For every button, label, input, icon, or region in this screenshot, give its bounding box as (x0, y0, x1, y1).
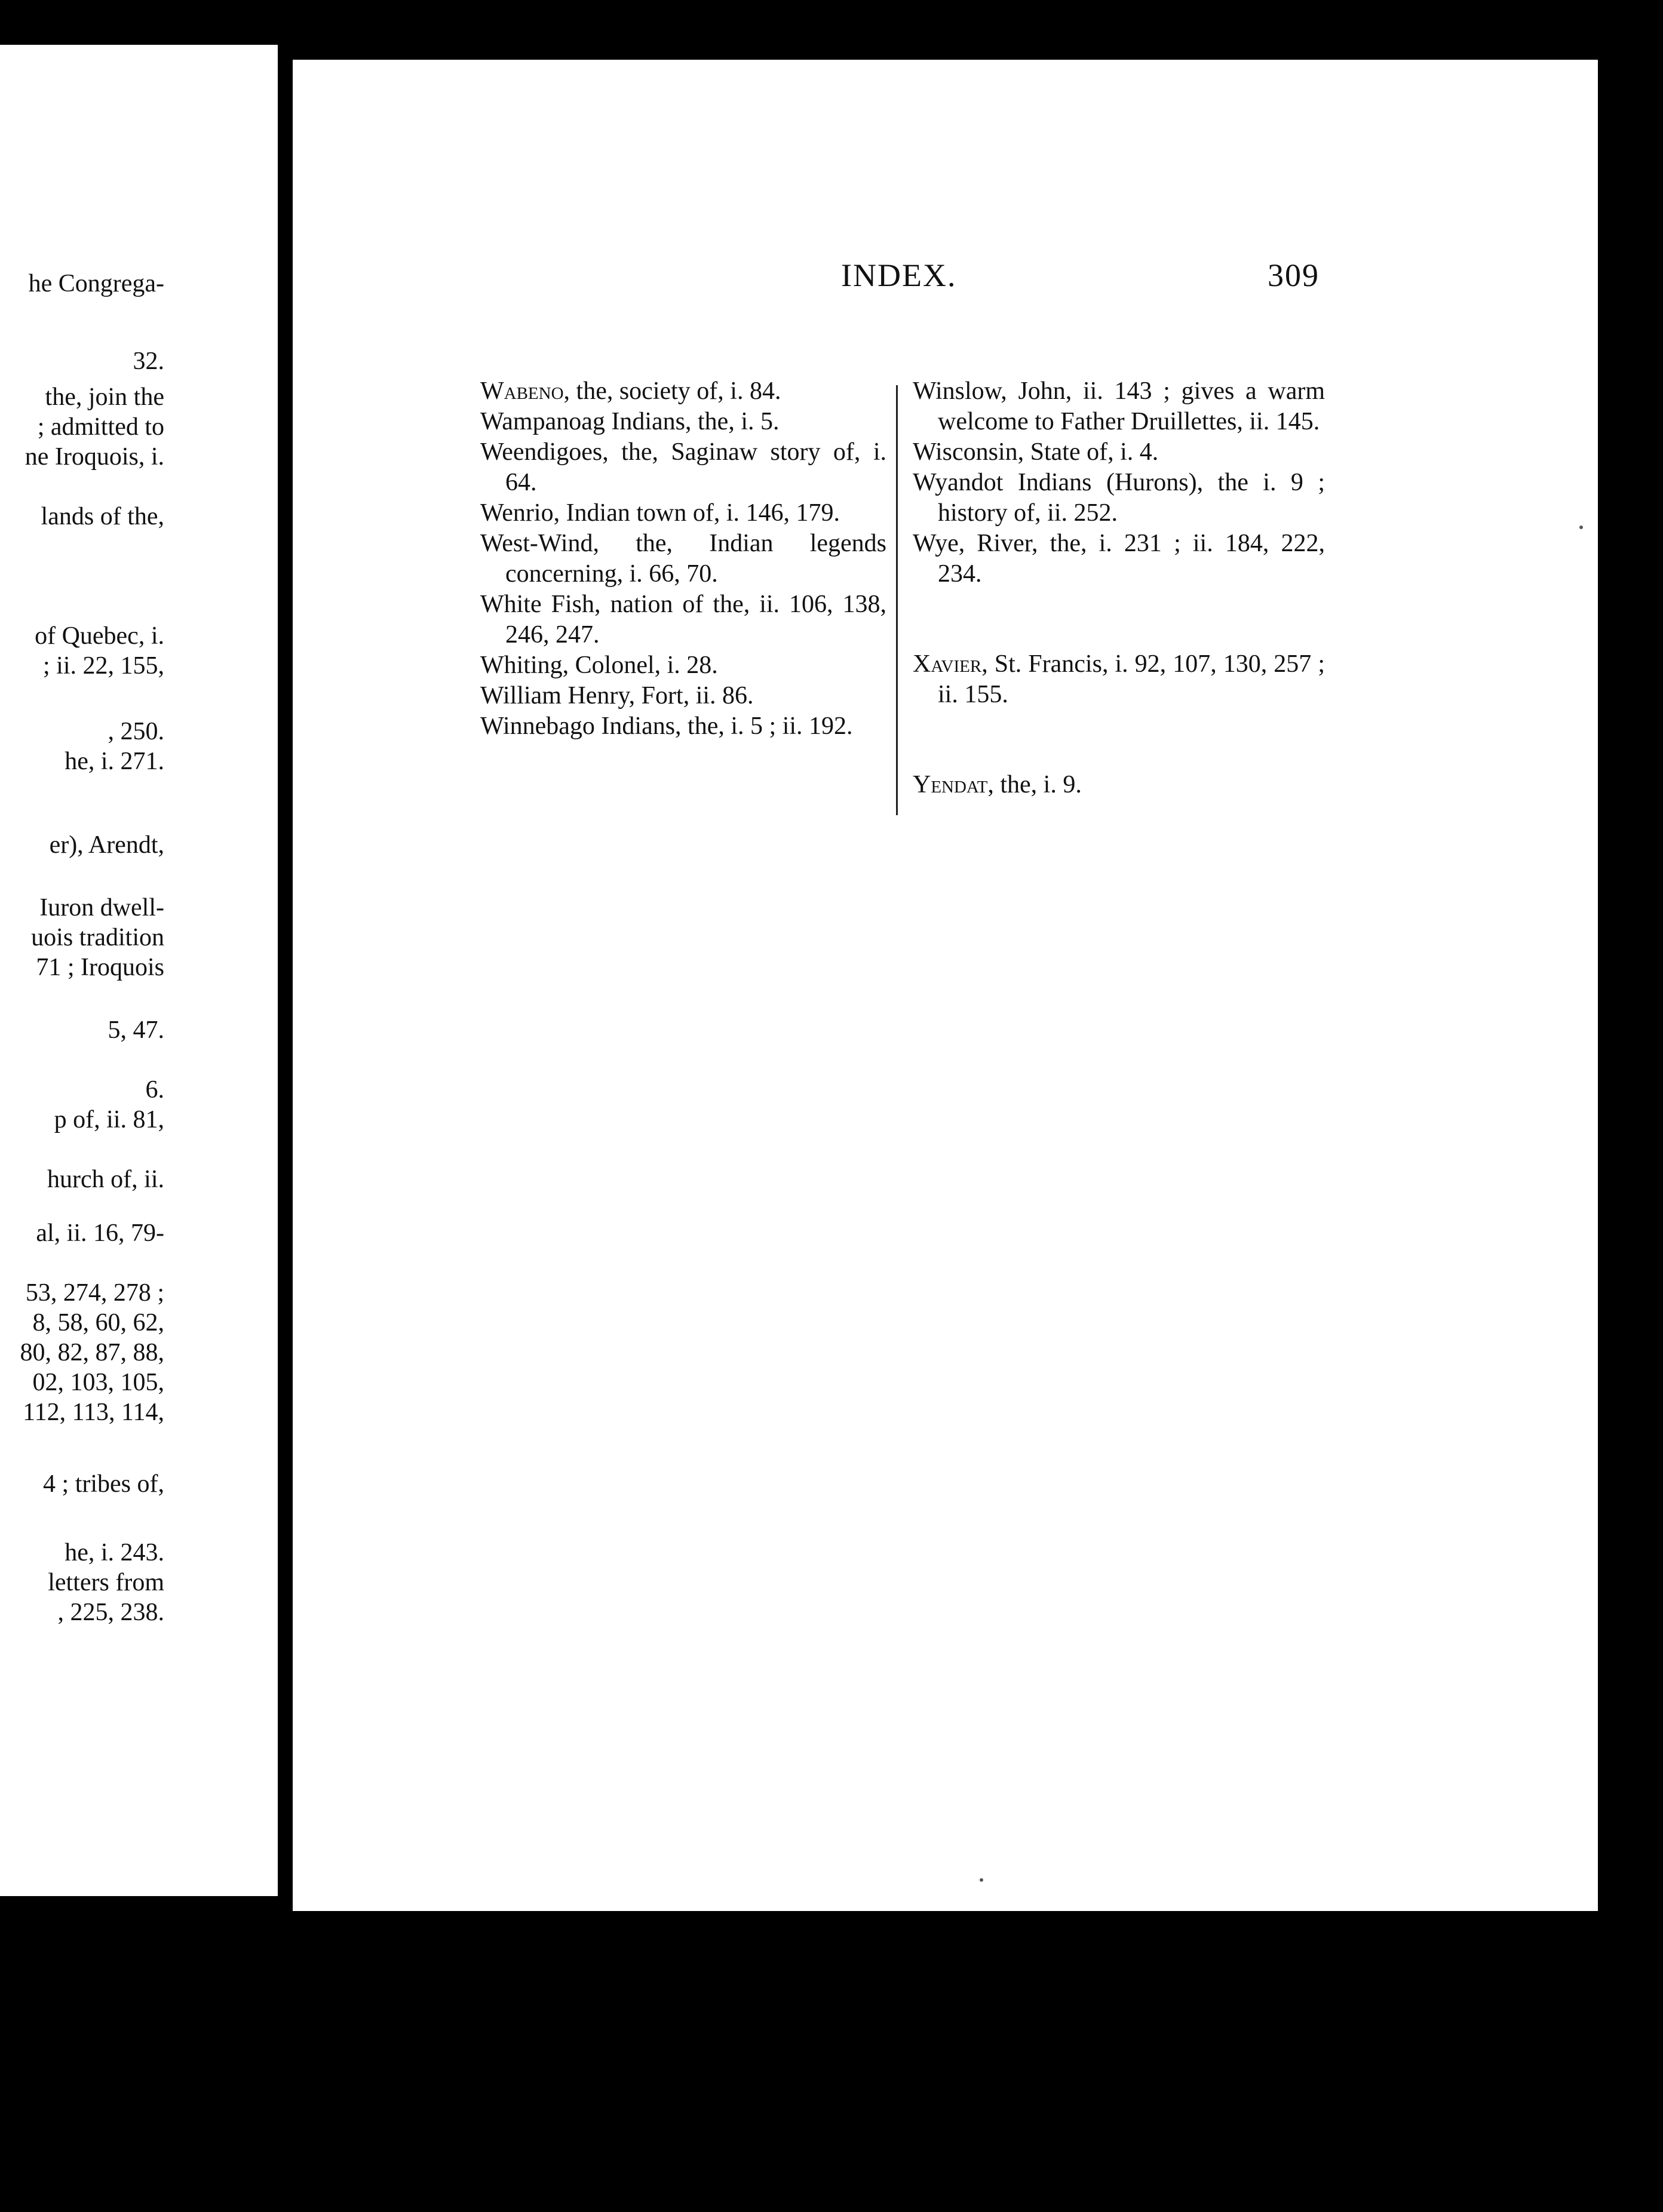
index-section-x (913, 649, 1325, 710)
speck (980, 1878, 983, 1882)
left-page-line: al, ii. 16, 79- (36, 1219, 164, 1247)
index-entry (913, 649, 1325, 710)
left-page-line: he, i. 243. (65, 1539, 164, 1566)
index-entry (480, 650, 886, 681)
index-entry-text: Wyandot Indians (Hurons), the i. 9 ; history of, ii. 252. (913, 469, 1325, 527)
index-entry-text: Winslow, John, ii. 143 ; gives a warm welcome to Father Druillettes, ii. 145. (913, 377, 1325, 435)
index-entry-text: Wisconsin, State of, i. 4. (913, 438, 1159, 466)
index-column-right (913, 376, 1325, 800)
left-page-line: ; ii. 22, 155, (42, 652, 164, 680)
index-column-left (480, 376, 886, 742)
index-entry (480, 437, 886, 498)
left-page-line: 8, 58, 60, 62, (32, 1309, 164, 1337)
left-page-line: the, join the (45, 383, 164, 411)
index-entry-text: Weendigoes, the, Saginaw story of, i. 64. (480, 438, 886, 496)
index-entry-head: Xavier (913, 650, 982, 678)
index-entry (480, 498, 886, 529)
left-page-line: he Congrega- (28, 270, 164, 297)
index-entry-text: Whiting, Colonel, i. 28. (480, 652, 718, 679)
left-page-line: ; admitted to (37, 413, 164, 441)
left-page-line: lands of the, (41, 503, 164, 530)
left-page-line: uois tradition (31, 924, 164, 951)
index-entry-head: Wabeno (480, 377, 564, 405)
left-page-line: 32. (133, 348, 164, 375)
index-entry-text: Wye, River, the, i. 231 ; ii. 184, 222, 234. (913, 530, 1325, 588)
left-page-line: , 250. (108, 718, 164, 745)
left-page-line: 80, 82, 87, 88, (20, 1339, 164, 1366)
index-entry-text: White Fish, nation of the, ii. 106, 138, 246, 247. (480, 591, 886, 649)
column-divider (896, 385, 898, 815)
index-entry (480, 711, 886, 742)
index-entry-text: West-Wind, the, Indian legends concerning, i. 66, 70. (480, 530, 886, 588)
index-entry (913, 437, 1325, 468)
index-section-w (913, 376, 1325, 589)
index-entry (480, 589, 886, 650)
left-page-line: 02, 103, 105, (32, 1369, 164, 1396)
index-entry-text: , the, society of, i. 84. (563, 377, 781, 405)
page-number: 309 (1268, 257, 1320, 293)
left-page-line: er), Arendt, (49, 831, 164, 859)
left-page-line: ne Iroquois, i. (24, 443, 164, 471)
left-page-line: 112, 113, 114, (23, 1399, 164, 1426)
left-page-line: letters from (48, 1569, 164, 1596)
index-entry (913, 529, 1325, 589)
index-entry-text: Wenrio, Indian town of, i. 146, 179. (480, 499, 840, 527)
index-entry-text: , St. Francis, i. 92, 107, 130, 257 ; ii. 155. (938, 650, 1325, 708)
index-entry-head: Yendat (913, 771, 988, 798)
index-section-y (913, 770, 1325, 800)
index-entry (913, 376, 1325, 437)
left-page-line: 5, 47. (108, 1016, 164, 1044)
left-page-line: hurch of, ii. (47, 1166, 164, 1193)
left-page-line: 4 ; tribes of, (43, 1470, 164, 1498)
left-page-line: , 225, 238. (57, 1599, 164, 1626)
left-page-line: p of, ii. 81, (54, 1106, 164, 1133)
right-page (293, 60, 1598, 1911)
left-page-line: 6. (145, 1076, 164, 1104)
index-entry (480, 681, 886, 711)
index-entry (480, 376, 886, 407)
speck (1579, 526, 1583, 529)
running-head: INDEX. (841, 257, 957, 293)
left-page-line: of Quebec, i. (35, 622, 164, 650)
index-entry (480, 529, 886, 589)
left-page-line: 53, 274, 278 ; (25, 1279, 164, 1307)
left-page-line: 71 ; Iroquois (36, 954, 164, 981)
left-page-line: he, i. 271. (65, 748, 164, 775)
index-entry-text: Wampanoag Indians, the, i. 5. (480, 408, 780, 435)
left-page-line: Iuron dwell- (39, 894, 164, 921)
index-entry-text: , the, i. 9. (987, 771, 1082, 798)
index-entry (913, 770, 1325, 800)
index-entry (480, 407, 886, 437)
index-entry-text: William Henry, Fort, ii. 86. (480, 682, 754, 709)
index-entry (913, 468, 1325, 529)
index-entry-text: Winnebago Indians, the, i. 5 ; ii. 192. (480, 712, 853, 740)
left-page-fragment (0, 45, 278, 1896)
